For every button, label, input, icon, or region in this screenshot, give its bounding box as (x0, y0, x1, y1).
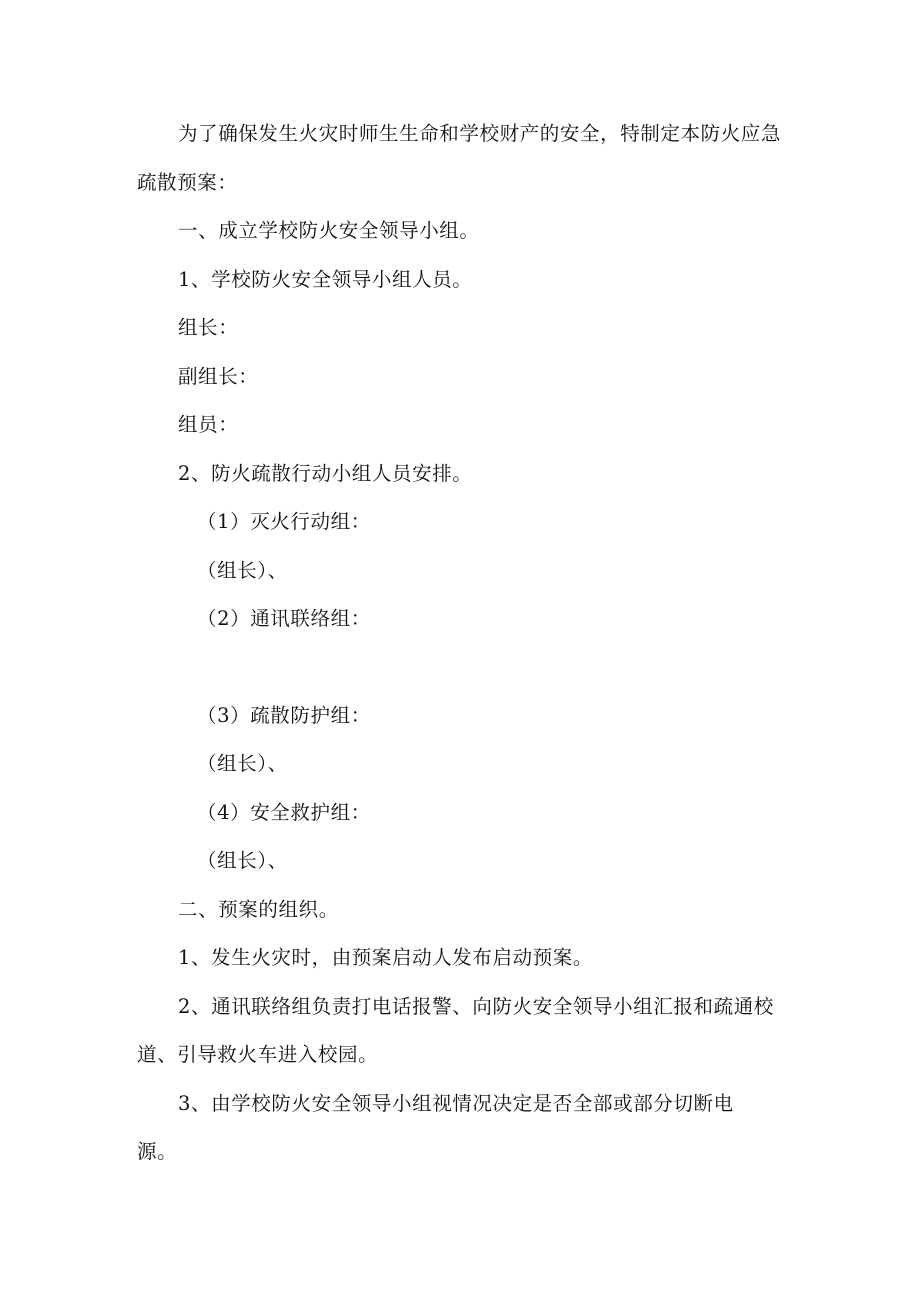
intro-line-2: 疏散预案： (137, 171, 238, 194)
deputy-leader-label: 副组长： (178, 365, 259, 388)
group3-title: （3）疏散防护组： (197, 704, 371, 727)
item1-heading: 1、学校防火安全领导小组人员。 (178, 268, 473, 291)
leader-label: 组长： (178, 316, 239, 339)
item2-heading: 2、防火疏散行动小组人员安排。 (178, 462, 473, 485)
plan2-line-1: 2、通讯联络组负责打电话报警、向防火安全领导小组汇报和疏通校 (178, 995, 774, 1018)
group4-title: （4）安全救护组： (197, 801, 371, 824)
group1-title: （1）灭火行动组： (197, 510, 371, 533)
plan1-text: 1、发生火灾时，由预案启动人发布启动预案。 (178, 946, 594, 969)
intro-line-1: 为了确保发生火灾时师生生命和学校财产的安全，特制定本防火应急 (178, 122, 782, 145)
section2-title: 二、预案的组织。 (178, 898, 339, 921)
plan3-line-1: 3、由学校防火安全领导小组视情况决定是否全部或部分切断电 (178, 1092, 734, 1115)
plan3-line-2: 源。 (137, 1140, 178, 1163)
group3-leader: （组长）、 (197, 752, 288, 775)
group1-leader: （组长）、 (197, 559, 288, 582)
group2-title: （2）通讯联络组： (197, 607, 371, 630)
group4-leader: （组长）、 (197, 849, 288, 872)
section1-title: 一、成立学校防火安全领导小组。 (178, 219, 480, 242)
plan2-line-2: 道、引导救火车进入校园。 (137, 1043, 379, 1066)
members-label: 组员： (178, 413, 239, 436)
